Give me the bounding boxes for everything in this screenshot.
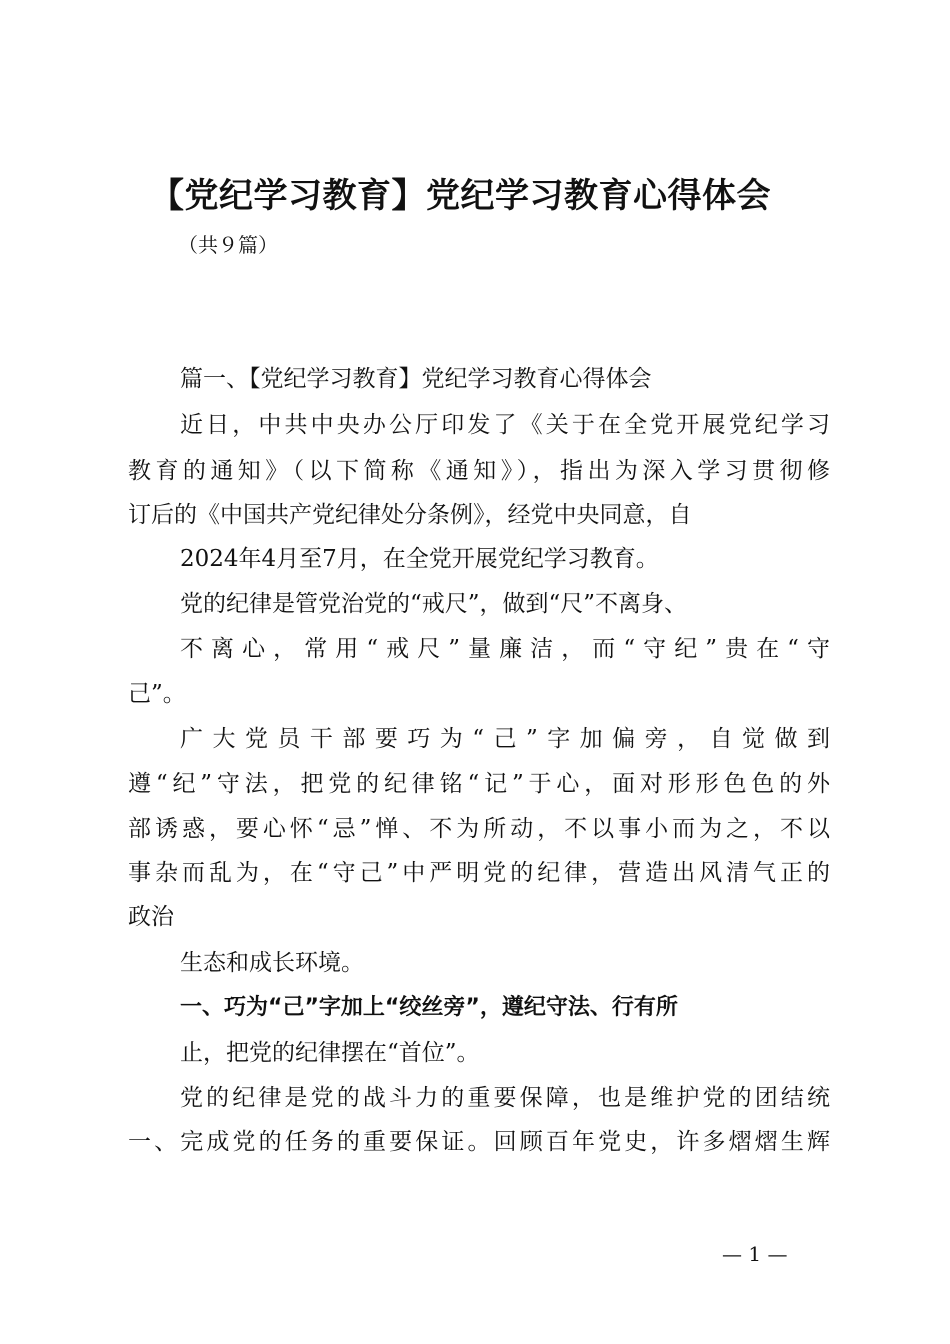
- body-line: 党的纪律是管党治党的“戒尺”，做到“尺”不离身、: [180, 591, 688, 617]
- body-line: 己”。: [128, 681, 186, 707]
- bold-heading: 一、巧为“己”字加上“绞丝旁”，遵纪守法、行有所: [180, 995, 678, 1020]
- page-number: — 1 —: [722, 1242, 788, 1266]
- body-line: 2024年4月至7月，在全党开展党纪学习教育。: [180, 546, 659, 572]
- body-line: 部诱惑，要心怀“忌”惮、不为所动，不以事小而为之，不以: [128, 816, 830, 842]
- body-line: 教育的通知》（以下简称《通知》），指出为深入学习贯彻修: [128, 458, 830, 484]
- body-line: 党的纪律是党的战斗力的重要保障，也是维护党的团结统: [180, 1085, 830, 1111]
- body-line: 不离心，常用“戒尺”量廉洁，而“守纪”贵在“守: [180, 636, 830, 662]
- body-line: 遵“纪”守法，把党的纪律铭“记”于心，面对形形色色的外: [128, 771, 830, 797]
- body-line: 一、完成党的任务的重要保证。回顾百年党史，许多熠熠生辉: [128, 1129, 830, 1155]
- body-line: 止，把党的纪律摆在“首位”。: [180, 1040, 480, 1066]
- body-line: 事杂而乱为，在“守己”中严明党的纪律，营造出风清气正的: [128, 860, 830, 886]
- body-line: 近日，中共中央办公厅印发了《关于在全党开展党纪学习: [180, 412, 830, 438]
- document-title: 【党纪学习教育】党纪学习教育心得体会: [150, 176, 771, 216]
- body-line: 广大党员干部要巧为“己”字加偏旁，自觉做到: [180, 726, 830, 752]
- body-line: 政治: [128, 904, 174, 930]
- section-heading: 篇一、【党纪学习教育】党纪学习教育心得体会: [180, 366, 652, 392]
- document-subtitle: （共９篇）: [178, 233, 278, 257]
- body-line: 订后的《中国共产党纪律处分条例》，经党中央同意，自: [128, 502, 692, 528]
- body-line: 生态和成长环境。: [180, 950, 364, 976]
